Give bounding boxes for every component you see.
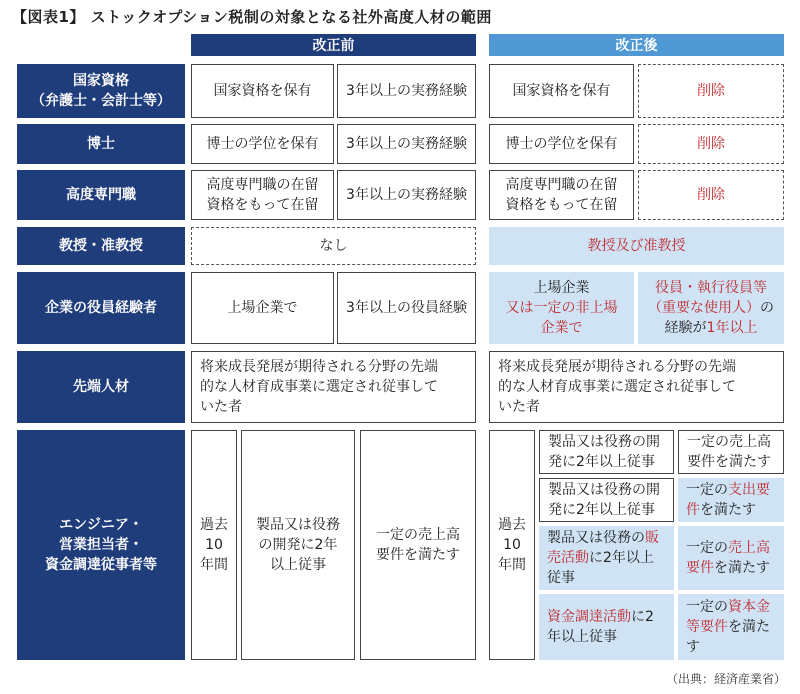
- after-criteria-cell: [678, 594, 784, 660]
- after-activity-cell: [539, 594, 674, 660]
- before-requirement-cell: 国家資格を保有: [191, 64, 334, 118]
- before-experience-cell: 3年以上の実務経験: [337, 64, 476, 118]
- figure-title: 【図表1】 ストックオプション税制の対象となる社外高度人材の範囲: [12, 8, 492, 26]
- row-header-executive: 企業の役員経験者: [17, 272, 185, 344]
- text-run: 製品又は役務の開 発に2年以上従事: [548, 434, 660, 470]
- before-period-cell: 過去 10 年間: [191, 430, 237, 660]
- before-development-cell: 製品又は役務 の開発に2年 以上従事: [241, 430, 355, 660]
- text-run: を満たす: [714, 560, 770, 576]
- text-run: 資金調達活動: [547, 609, 631, 625]
- text-run: 一定の: [686, 482, 728, 498]
- before-none-cell: なし: [191, 227, 476, 265]
- text-run: の 経験が: [664, 300, 774, 336]
- after-professor-cell: 教授及び准教授: [489, 227, 784, 265]
- source-note: （出典：経済産業省）: [665, 672, 786, 686]
- text-run: 売上高 要件: [686, 540, 770, 576]
- before-requirement-cell: 博士の学位を保有: [191, 124, 334, 164]
- text-run: 1年以上: [706, 320, 758, 336]
- before-experience-cell: 3年以上の実務経験: [337, 170, 476, 220]
- before-experience-cell: 3年以上の役員経験: [337, 272, 476, 344]
- before-requirement-cell: 高度専門職の在留 資格をもって在留: [191, 170, 334, 220]
- text-run: 一定の売上高 要件を満たす: [687, 434, 771, 470]
- text-run: 上場企業: [533, 280, 590, 296]
- after-requirement-cell: 博士の学位を保有: [489, 124, 634, 164]
- text-run: 支出要 件: [686, 482, 770, 518]
- before-advanced-cell: 将来成長発展が期待される分野の先端 的な人材育成事業に選定され従事して いた者: [191, 351, 476, 423]
- text-run: を満た す: [686, 619, 770, 655]
- after-criteria-cell: [678, 478, 784, 522]
- after-activity-cell: [539, 430, 674, 474]
- text-run: に2 年以上従事: [547, 609, 654, 645]
- after-executive-cell: [638, 272, 784, 344]
- text-run: 製品又は役務の: [547, 530, 645, 546]
- after-criteria-cell: [678, 526, 784, 590]
- text-run: 又は一定の非上場 企業で: [505, 300, 618, 336]
- after-advanced-cell: 将来成長発展が期待される分野の先端 的な人材育成事業に選定され従事して いた者: [489, 351, 784, 423]
- after-deleted-cell: 削除: [638, 170, 784, 220]
- text-run: 資本金 等要件: [686, 599, 770, 635]
- text-run: 役員・執行役員等 （重要な使用人）: [648, 280, 767, 316]
- text-run: に2年以上 従事: [547, 550, 654, 586]
- row-header-highly-skilled: 高度専門職: [17, 170, 185, 220]
- after-activity-cell: [539, 526, 674, 590]
- column-header-before: 改正前: [191, 34, 476, 56]
- after-criteria-cell: [678, 430, 784, 474]
- text-run: を満たす: [700, 502, 756, 518]
- row-header-professor: 教授・准教授: [17, 227, 185, 265]
- before-sales-cell: 一定の売上高 要件を満たす: [360, 430, 476, 660]
- after-period-cell: 過去 10 年間: [489, 430, 535, 660]
- row-header-doctorate: 博士: [17, 124, 185, 164]
- row-header-advanced-talent: 先端人材: [17, 351, 185, 423]
- after-requirement-cell: 国家資格を保有: [489, 64, 634, 118]
- before-experience-cell: 3年以上の実務経験: [337, 124, 476, 164]
- text-run: 一定の: [686, 599, 728, 615]
- text-run: 製品又は役務の開 発に2年以上従事: [548, 482, 660, 518]
- after-deleted-cell: 削除: [638, 64, 784, 118]
- text-run: 一定の: [686, 540, 728, 556]
- text-run: 販 売活動: [547, 530, 659, 566]
- after-deleted-cell: 削除: [638, 124, 784, 164]
- after-requirement-cell: 高度専門職の在留 資格をもって在留: [489, 170, 634, 220]
- column-header-after: 改正後: [489, 34, 784, 56]
- row-header-national-license: 国家資格 （弁護士・会計士等）: [17, 64, 185, 118]
- after-activity-cell: [539, 478, 674, 522]
- before-company-cell: 上場企業で: [191, 272, 334, 344]
- row-header-engineer: エンジニア・ 営業担当者・ 資金調達従事者等: [17, 430, 185, 660]
- after-company-cell: [489, 272, 634, 344]
